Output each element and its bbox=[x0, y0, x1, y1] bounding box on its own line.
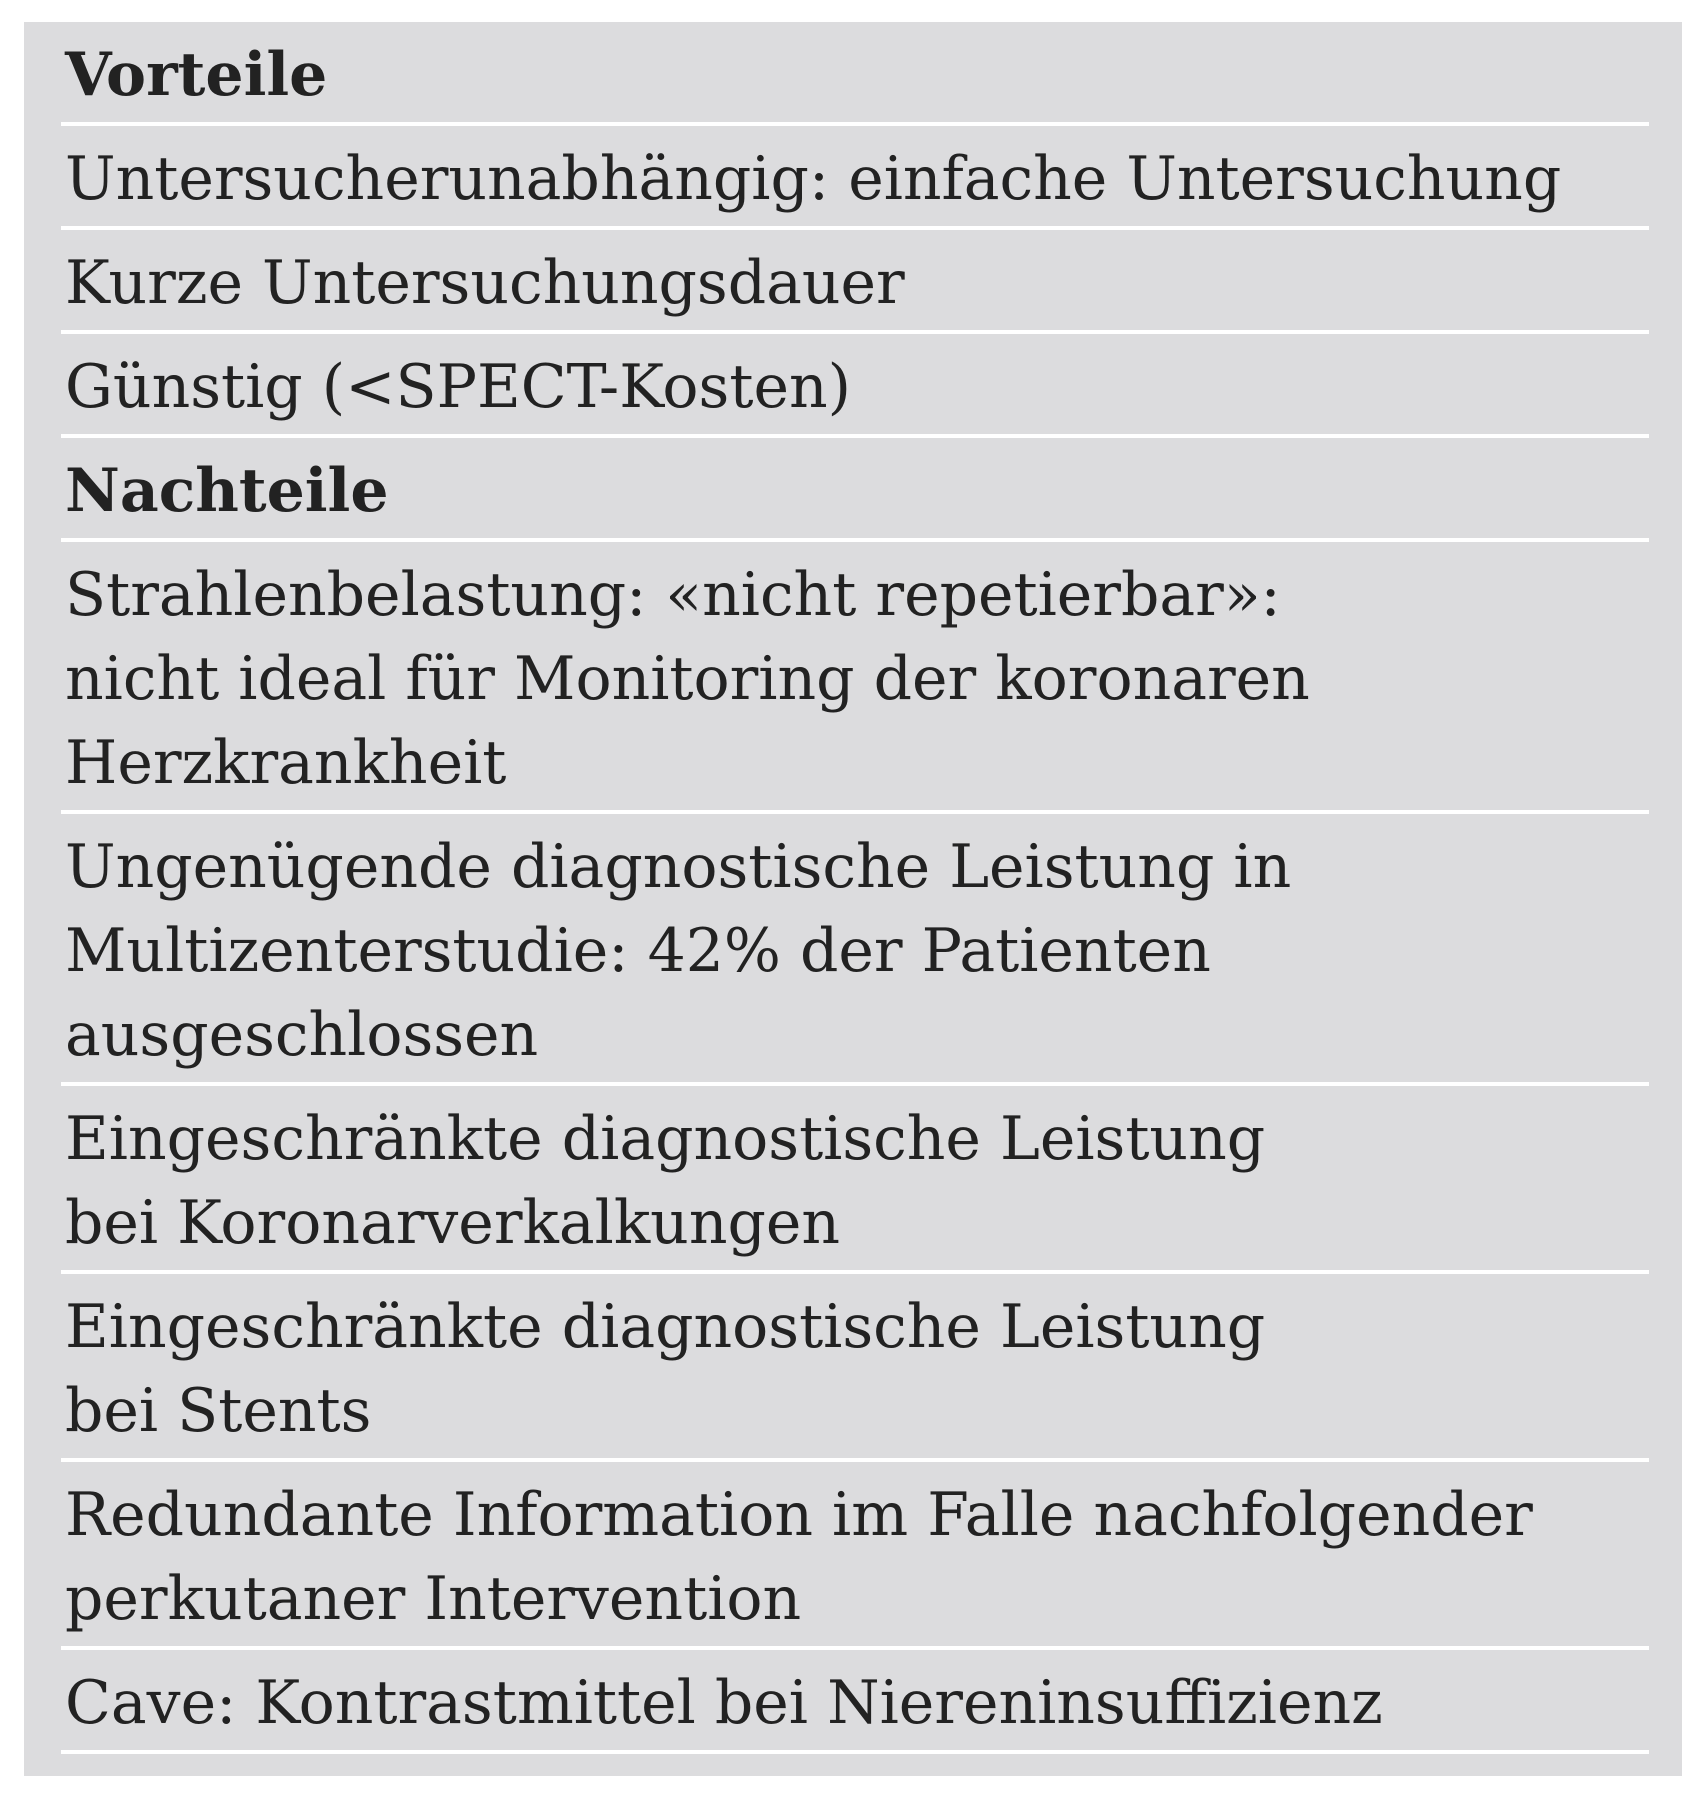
row-text-line: perkutaner Intervention bbox=[65, 1564, 802, 1634]
table-row bbox=[61, 542, 1649, 814]
table-row bbox=[61, 1086, 1649, 1274]
row-text-line: nicht ideal für Monitoring der koronaren bbox=[65, 644, 1310, 714]
row-text-line: Eingeschränkte diagnostische Leistung bbox=[65, 1104, 1266, 1174]
row-text-line: Strahlenbelastung: «nicht repetierbar»: bbox=[65, 560, 1281, 630]
row-text-line: Cave: Kontrastmittel bei Niereninsuffizienz bbox=[65, 1668, 1383, 1738]
pros-cons-table bbox=[61, 22, 1649, 1754]
row-text-line: Herzkrankheit bbox=[65, 728, 507, 798]
table-panel bbox=[24, 22, 1682, 1776]
row-text-line: Redundante Information im Falle nachfolgender bbox=[65, 1480, 1533, 1550]
table-row bbox=[61, 1274, 1649, 1462]
row-text-line: ausgeschlossen bbox=[65, 1000, 539, 1070]
table-row bbox=[61, 126, 1649, 230]
row-text-line: bei Stents bbox=[65, 1376, 372, 1446]
row-text-line: bei Koronarverkalkungen bbox=[65, 1188, 841, 1258]
row-text-line: Eingeschränkte diagnostische Leistung bbox=[65, 1292, 1266, 1362]
table-row bbox=[61, 230, 1649, 334]
row-text-line: Multizenterstudie: 42% der Patienten bbox=[65, 916, 1211, 986]
section-heading: Vorteile bbox=[61, 22, 1649, 126]
table-row bbox=[61, 334, 1649, 438]
row-text-line: Kurze Untersuchungsdauer bbox=[65, 248, 905, 318]
row-text-line: Ungenügende diagnostische Leistung in bbox=[65, 832, 1292, 902]
table-row bbox=[61, 1462, 1649, 1650]
row-text-line: Untersucherunabhängig: einfache Untersuchung bbox=[65, 144, 1562, 214]
row-text-line: Günstig (<SPECT-Kosten) bbox=[65, 352, 852, 422]
table-row bbox=[61, 1650, 1649, 1754]
section-heading: Nachteile bbox=[61, 438, 1649, 542]
table-row bbox=[61, 814, 1649, 1086]
